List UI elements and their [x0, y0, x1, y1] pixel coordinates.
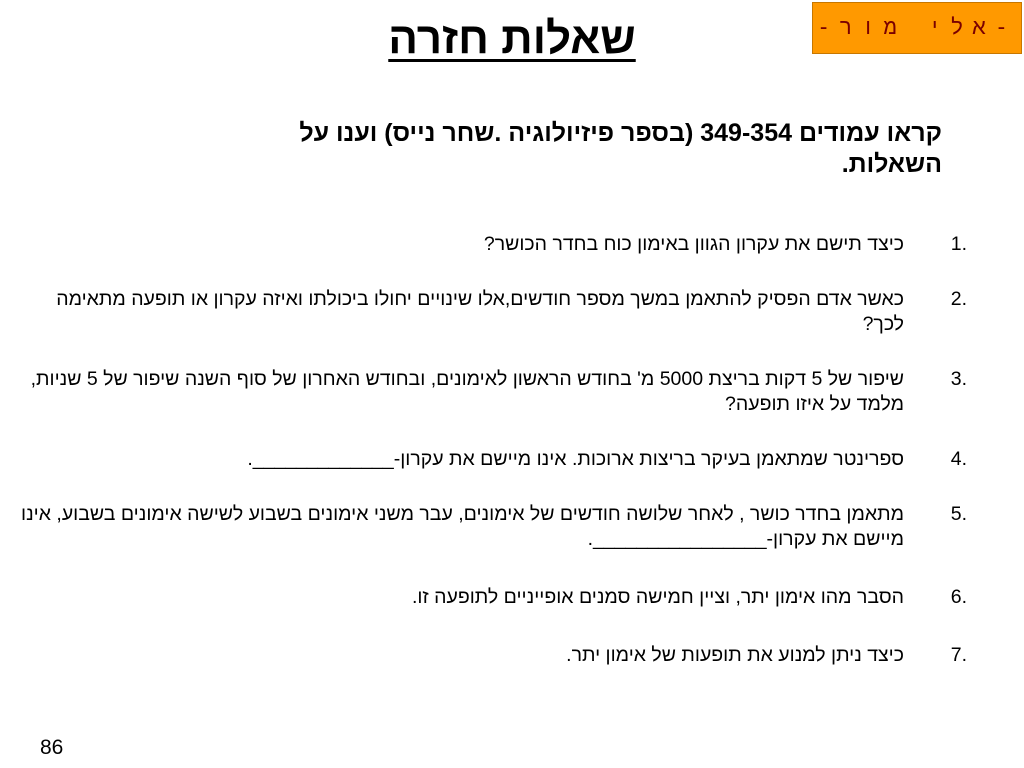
question-text: הסבר מהו אימון יתר, וציין חמישה סמנים אופייניים לתופעה זו. — [411, 586, 904, 608]
question-text: כיצד ניתן למנוע את תופעות של אימון יתר. — [566, 644, 904, 666]
question-item — [12, 287, 967, 337]
question-item — [12, 502, 967, 552]
question-number: 5. — [950, 503, 967, 525]
question-item — [12, 447, 967, 472]
page-title: שאלות חזרה — [388, 14, 636, 63]
question-text: כיצד תישם את עקרון הגוון באימון כוח בחדר הכושר? — [483, 233, 904, 255]
question-item — [12, 585, 967, 610]
question-item — [12, 367, 967, 417]
instruction-line: קראו עמודים 349-354 (בספר פיזיולוגיה .שחר נייס) וענו על השאלות. — [299, 119, 942, 178]
question-number: 3. — [950, 368, 967, 390]
author-tag: -אלי מור- — [812, 2, 1022, 54]
question-list — [12, 232, 967, 668]
question-text: כאשר אדם הפסיק להתאמן במשך מספר חודשים,אלו שינויים יחולו ביכולתו ואיזה עקרון או תופעה מתאימה לכך? — [56, 288, 904, 335]
question-item — [12, 232, 967, 257]
question-number: 4. — [950, 448, 967, 470]
question-number: 6. — [950, 586, 967, 608]
question-number: 7. — [950, 644, 967, 666]
instruction-text — [110, 118, 942, 180]
question-text: מתאמן בחדר כושר , לאחר שלושה חודשים של אימונים, עבר משני אימונים בשבוע לשישה אימונים בשבוע, אינו מיישם את עקרון-________________. — [21, 503, 904, 550]
page-number: 86 — [40, 736, 64, 759]
question-item — [12, 643, 967, 668]
question-number: 1. — [950, 233, 967, 255]
question-text: שיפור של 5 דקות בריצת 5000 מ' בחודש הראשון לאימונים, ובחודש האחרון של סוף השנה שיפור של 5 שניות, מלמד על איזו תופעה? — [30, 368, 904, 415]
question-number: 2. — [950, 288, 967, 310]
question-text: ספרינטר שמתאמן בעיקר בריצות ארוכות. אינו מיישם את עקרון-_____________. — [247, 448, 904, 470]
